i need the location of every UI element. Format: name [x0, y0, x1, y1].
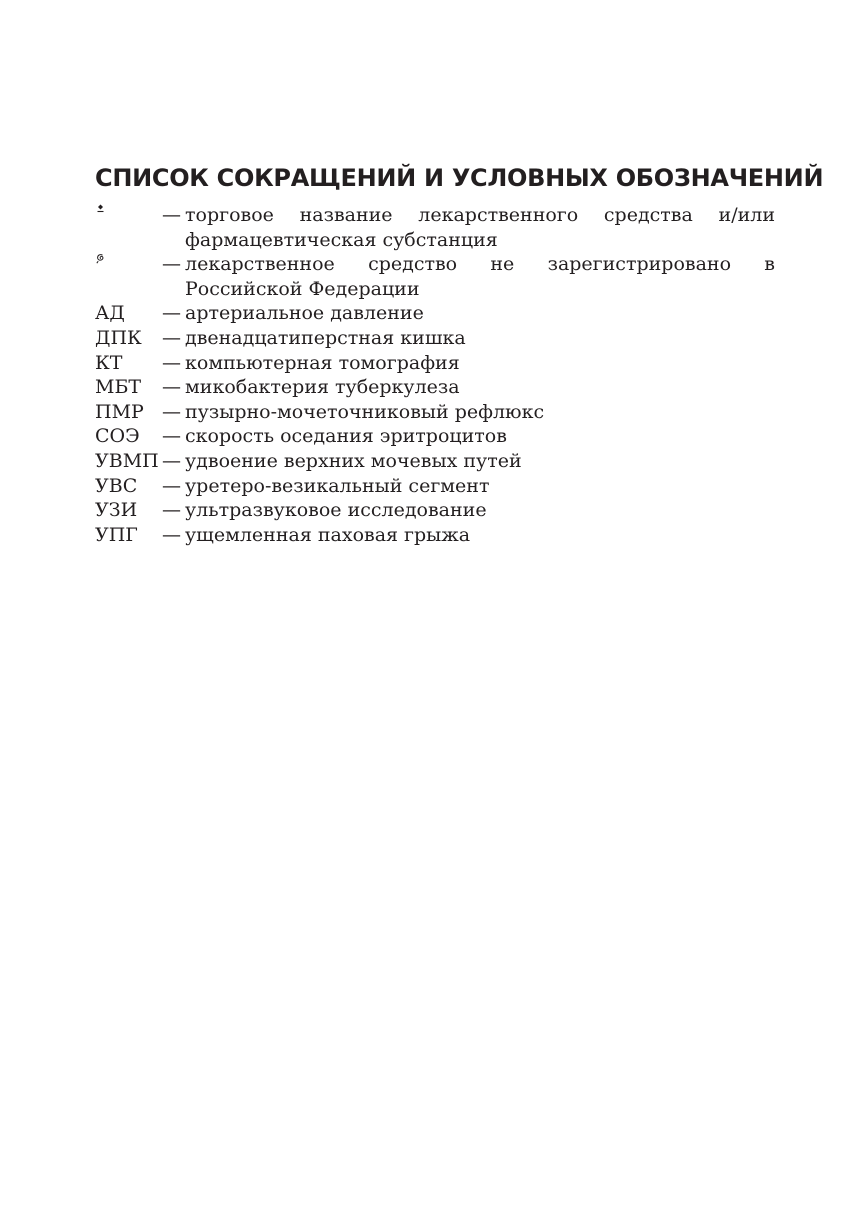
abbreviation-definition: пузырно-мочеточниковый рефлюкс [185, 400, 545, 423]
list-item [95, 326, 775, 351]
list-item [95, 498, 775, 523]
abbreviation-term: УВМП [95, 449, 159, 472]
list-item [95, 301, 775, 326]
dash-separator: — [162, 400, 181, 423]
dash-separator: — [162, 425, 181, 448]
dash-separator: — [162, 449, 181, 472]
abbreviation-term: СОЭ [95, 425, 140, 448]
dash-separator: — [162, 376, 181, 399]
abbreviation-definition: компьютерная томография [185, 351, 460, 374]
abbreviation-term [95, 203, 162, 228]
abbreviation-term: ДПК [95, 326, 142, 349]
dash-separator: — [162, 326, 181, 349]
abbreviation-term: МБТ [95, 376, 142, 399]
abbreviation-definition: торговое название лекарственного средства и/или фармацевтическая субстанция [185, 204, 775, 251]
abbreviation-definition: уретеро-везикальный сегмент [185, 474, 490, 497]
abbreviation-term: УПГ [95, 523, 138, 546]
list-item [95, 523, 775, 548]
abbreviation-definition: артериальное давление [185, 302, 424, 325]
abbreviation-term: ПМР [95, 400, 144, 423]
dash-separator: — [162, 253, 181, 276]
not-registered-symbol-icon [95, 252, 107, 264]
abbreviation-term: УЗИ [95, 499, 138, 522]
page-title: СПИСОК СОКРАЩЕНИЙ И УСЛОВНЫХ ОБОЗНАЧЕНИЙ [95, 164, 824, 192]
abbreviation-definition: скорость оседания эритроцитов [185, 425, 507, 448]
abbreviation-definition: ультразвуковое исследование [185, 499, 487, 522]
abbreviation-definition: лекарственное средство не зарегистрировано в Российской Федерации [185, 253, 775, 300]
list-item [95, 375, 775, 400]
list-item [95, 351, 775, 376]
list-item [95, 203, 775, 252]
list-item [95, 252, 775, 301]
dash-separator: — [162, 499, 181, 522]
list-item [95, 449, 775, 474]
abbreviation-definition: микобактерия туберкулеза [185, 376, 460, 399]
abbreviation-term: УВС [95, 474, 138, 497]
dash-separator: — [162, 351, 181, 374]
abbreviation-term [95, 252, 162, 277]
abbreviation-list [95, 203, 775, 547]
abbreviation-term: КТ [95, 351, 123, 374]
abbreviation-definition: ущемленная паховая грыжа [185, 523, 471, 546]
abbreviation-definition: удвоение верхних мочевых путей [185, 449, 522, 472]
abbreviation-term: АД [95, 302, 125, 325]
abbreviation-definition: двенадцатиперстная кишка [185, 326, 466, 349]
dash-separator: — [162, 474, 181, 497]
dash-separator: — [162, 302, 181, 325]
dash-separator: — [162, 523, 181, 546]
trademark-diamond-icon [95, 203, 107, 215]
list-item [95, 400, 775, 425]
list-item [95, 424, 775, 449]
list-item [95, 474, 775, 499]
dash-separator: — [162, 204, 181, 226]
